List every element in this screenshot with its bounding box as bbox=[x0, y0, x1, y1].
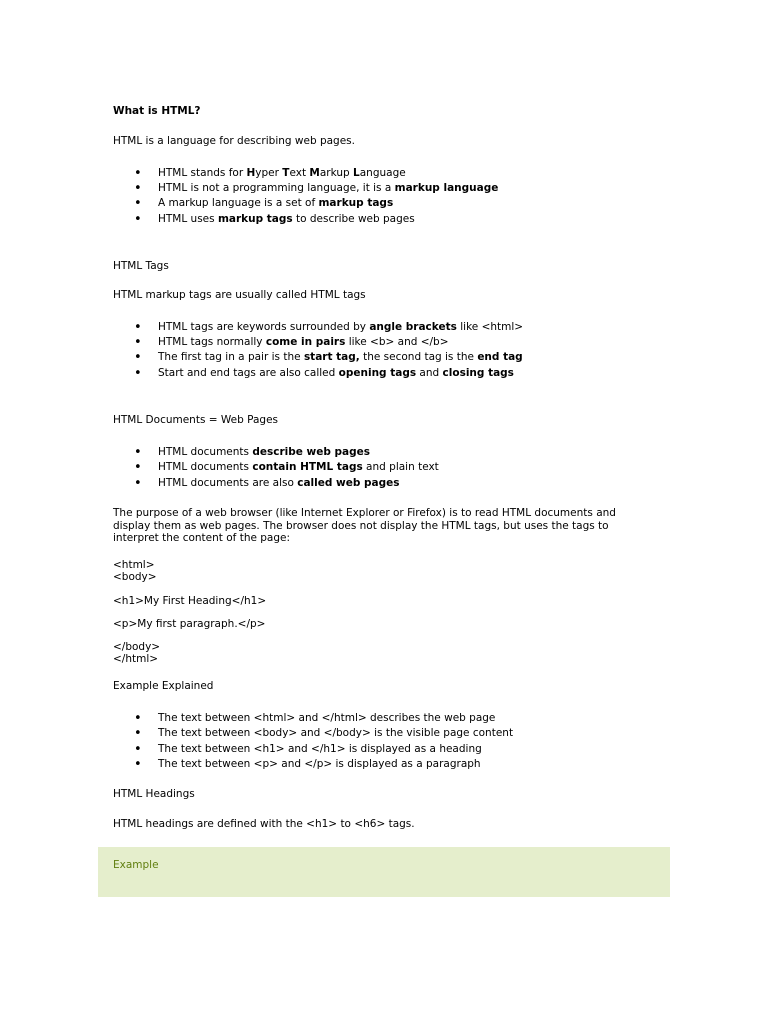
intro-paragraph: HTML is a language for describing web pages. bbox=[113, 135, 355, 147]
browser-purpose-paragraph: The purpose of a web browser (like Internet Explorer or Firefox) is to read HTML documents and display them as web pages. The browser does not display the HTML tags, but uses the tags to interpret the content of the page: bbox=[113, 507, 616, 545]
section-heading-html-headings: HTML Headings bbox=[113, 788, 195, 800]
section-heading-html-tags: HTML Tags bbox=[113, 260, 169, 272]
example-box-label: Example bbox=[113, 859, 159, 871]
list-item: • HTML documents describe web pages bbox=[158, 446, 370, 459]
code-line: <body> bbox=[113, 571, 157, 583]
list-item: • HTML is not a programming language, it is a markup language bbox=[158, 182, 498, 195]
code-line: <h1>My First Heading</h1> bbox=[113, 595, 267, 607]
headings-paragraph: HTML headings are defined with the <h1> to <h6> tags. bbox=[113, 818, 415, 830]
tags-paragraph: HTML markup tags are usually called HTML tags bbox=[113, 289, 366, 301]
list-item: • HTML stands for Hyper Text Markup Language bbox=[158, 167, 406, 180]
list-item: • The text between <h1> and </h1> is displayed as a heading bbox=[158, 743, 482, 756]
list-item: • The text between <p> and </p> is displayed as a paragraph bbox=[158, 758, 481, 771]
list-item: • HTML tags normally come in pairs like <b> and </b> bbox=[158, 336, 449, 349]
list-item: • The first tag in a pair is the start tag, the second tag is the end tag bbox=[158, 351, 523, 364]
code-line: <html> bbox=[113, 559, 155, 571]
list-item: • The text between <html> and </html> describes the web page bbox=[158, 712, 495, 725]
section-heading-what-is-html: What is HTML? bbox=[113, 105, 201, 117]
list-item: • HTML tags are keywords surrounded by angle brackets like <html> bbox=[158, 321, 523, 334]
code-line: </html> bbox=[113, 653, 159, 665]
list-item: • A markup language is a set of markup tags bbox=[158, 197, 393, 210]
code-line: <p>My first paragraph.</p> bbox=[113, 618, 266, 630]
list-item: • Start and end tags are also called opening tags and closing tags bbox=[158, 367, 514, 380]
list-item: • HTML uses markup tags to describe web pages bbox=[158, 213, 415, 226]
section-heading-example-explained: Example Explained bbox=[113, 680, 214, 692]
list-item: • HTML documents are also called web pages bbox=[158, 477, 400, 490]
list-item: • The text between <body> and </body> is the visible page content bbox=[158, 727, 513, 740]
section-heading-html-documents: HTML Documents = Web Pages bbox=[113, 414, 279, 426]
code-line: </body> bbox=[113, 641, 161, 653]
example-box bbox=[98, 847, 670, 897]
list-item: • HTML documents contain HTML tags and plain text bbox=[158, 461, 439, 474]
